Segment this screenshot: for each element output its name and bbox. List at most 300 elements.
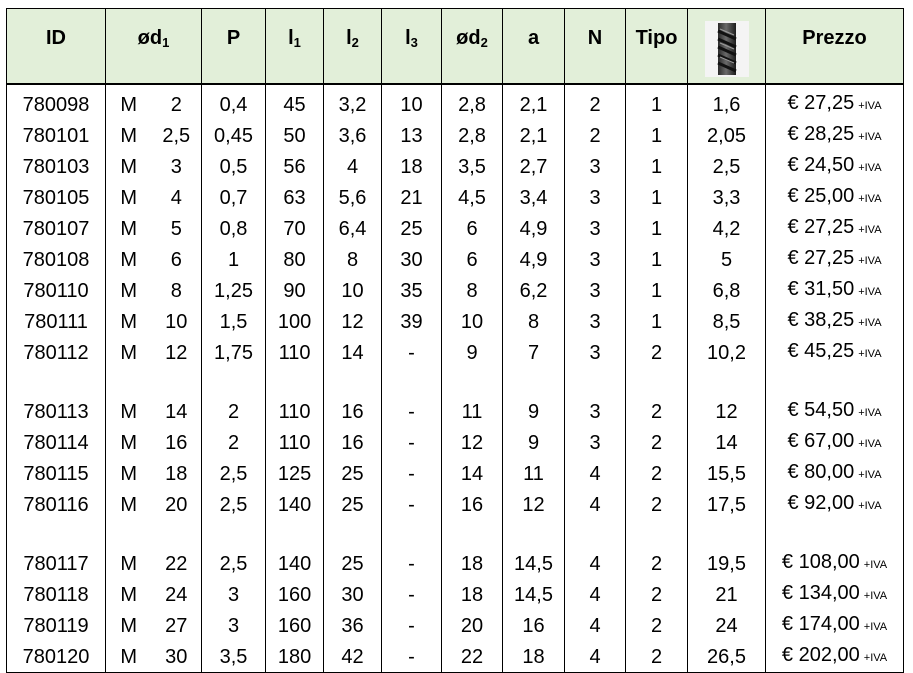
cell-m: M: [106, 151, 152, 182]
cell-n: 3: [565, 306, 626, 337]
cell-l2: 5,6: [324, 182, 382, 213]
cell-n: 3: [565, 396, 626, 427]
cell-l1: 70: [266, 213, 324, 244]
cell-p: 1,75: [202, 337, 266, 368]
cell-drill: 21: [688, 579, 766, 610]
cell-l3: 18: [382, 151, 442, 182]
cell-tipo: 1: [626, 84, 688, 120]
cell-tipo: 1: [626, 244, 688, 275]
empty-cell: [688, 520, 766, 548]
empty-cell: [202, 368, 266, 396]
cell-l1: 125: [266, 458, 324, 489]
cell-l1: 140: [266, 489, 324, 520]
cell-tipo: 1: [626, 213, 688, 244]
cell-m: M: [106, 120, 152, 151]
cell-tipo: 2: [626, 610, 688, 641]
cell-price: [766, 337, 904, 368]
cell-drill: 8,5: [688, 306, 766, 337]
cell-l3: -: [382, 579, 442, 610]
cell-d1: 18: [152, 458, 202, 489]
cell-l1: 140: [266, 548, 324, 579]
table-row: [7, 489, 904, 520]
cell-n: 4: [565, 548, 626, 579]
cell-p: 2,5: [202, 458, 266, 489]
iva-label: +IVA: [858, 162, 882, 174]
cell-a: 18: [503, 641, 565, 673]
cell-price: [766, 84, 904, 120]
price-value: € 27,25: [787, 92, 855, 114]
cell-p: 3: [202, 610, 266, 641]
header-n: N: [565, 9, 626, 85]
empty-cell: [503, 368, 565, 396]
cell-l3: 25: [382, 213, 442, 244]
cell-drill: 19,5: [688, 548, 766, 579]
header-tipo: Tipo: [626, 9, 688, 85]
cell-drill: 1,6: [688, 84, 766, 120]
cell-a: 14,5: [503, 548, 565, 579]
cell-d2: 6: [442, 213, 503, 244]
empty-cell: [688, 368, 766, 396]
iva-label: +IVA: [858, 469, 882, 481]
price-value: € 31,50: [787, 278, 855, 300]
empty-cell: [626, 520, 688, 548]
cell-tipo: 2: [626, 427, 688, 458]
cell-l3: -: [382, 489, 442, 520]
cell-id: 780108: [7, 244, 106, 275]
cell-d2: 2,8: [442, 84, 503, 120]
cell-m: M: [106, 306, 152, 337]
header-d1: $ød_1$: [106, 9, 202, 85]
price-value: € 67,00: [787, 430, 855, 452]
cell-l1: 56: [266, 151, 324, 182]
empty-cell: [565, 368, 626, 396]
iva-label: +IVA: [858, 100, 882, 112]
spec-table: [6, 8, 904, 673]
cell-tipo: 2: [626, 579, 688, 610]
cell-l2: 3,6: [324, 120, 382, 151]
cell-drill: 10,2: [688, 337, 766, 368]
iva-label: +IVA: [858, 317, 882, 329]
cell-l1: 50: [266, 120, 324, 151]
iva-label: +IVA: [863, 590, 888, 602]
cell-id: 780120: [7, 641, 106, 673]
cell-id: 780113: [7, 396, 106, 427]
cell-l3: 35: [382, 275, 442, 306]
cell-d2: 16: [442, 489, 503, 520]
cell-price: [766, 427, 904, 458]
price-value: € 38,25: [787, 309, 855, 331]
cell-n: 4: [565, 458, 626, 489]
cell-d1: 10: [152, 306, 202, 337]
cell-d1: 4: [152, 182, 202, 213]
cell-id: 780098: [7, 84, 106, 120]
header-prezzo: Prezzo: [766, 9, 904, 85]
cell-id: 780118: [7, 579, 106, 610]
cell-d1: 24: [152, 579, 202, 610]
cell-l2: 8: [324, 244, 382, 275]
cell-drill: 2,05: [688, 120, 766, 151]
cell-n: 4: [565, 489, 626, 520]
price-value: € 27,25: [787, 216, 855, 238]
cell-a: 2,7: [503, 151, 565, 182]
price-value: € 108,00: [781, 551, 860, 573]
cell-p: 3: [202, 579, 266, 610]
cell-m: M: [106, 458, 152, 489]
price-value: € 27,25: [787, 247, 855, 269]
cell-price: [766, 641, 904, 673]
cell-p: 1: [202, 244, 266, 275]
cell-drill: 12: [688, 396, 766, 427]
cell-d2: 11: [442, 396, 503, 427]
cell-id: 780117: [7, 548, 106, 579]
cell-price: [766, 244, 904, 275]
cell-a: 14,5: [503, 579, 565, 610]
cell-a: 9: [503, 427, 565, 458]
table-row: [7, 84, 904, 120]
cell-d1: 6: [152, 244, 202, 275]
cell-l2: 4: [324, 151, 382, 182]
cell-l3: 30: [382, 244, 442, 275]
cell-tipo: 2: [626, 641, 688, 673]
header-id: ID: [7, 9, 106, 85]
cell-tipo: 2: [626, 337, 688, 368]
iva-label: +IVA: [863, 652, 888, 664]
cell-id: 780101: [7, 120, 106, 151]
cell-price: [766, 151, 904, 182]
cell-l2: 25: [324, 548, 382, 579]
drill-bit-icon: [705, 21, 749, 77]
cell-a: 7: [503, 337, 565, 368]
table-row: [7, 244, 904, 275]
cell-d2: 3,5: [442, 151, 503, 182]
cell-m: M: [106, 579, 152, 610]
cell-d1: 22: [152, 548, 202, 579]
header-l2: $l_2$: [324, 9, 382, 85]
price-value: € 174,00: [781, 613, 860, 635]
cell-l2: 3,2: [324, 84, 382, 120]
cell-d1: 12: [152, 337, 202, 368]
cell-l2: 25: [324, 489, 382, 520]
iva-label: +IVA: [858, 348, 882, 360]
cell-tipo: 1: [626, 120, 688, 151]
cell-m: M: [106, 275, 152, 306]
cell-a: 11: [503, 458, 565, 489]
iva-label: +IVA: [858, 131, 882, 143]
cell-m: M: [106, 396, 152, 427]
cell-drill: 26,5: [688, 641, 766, 673]
header-p: P: [202, 9, 266, 85]
cell-p: 2: [202, 396, 266, 427]
empty-cell: [565, 520, 626, 548]
cell-d2: 12: [442, 427, 503, 458]
cell-n: 3: [565, 244, 626, 275]
cell-drill: 6,8: [688, 275, 766, 306]
cell-l3: -: [382, 427, 442, 458]
cell-m: M: [106, 641, 152, 673]
cell-d1: 16: [152, 427, 202, 458]
cell-l1: 160: [266, 610, 324, 641]
cell-l2: 42: [324, 641, 382, 673]
cell-l3: 39: [382, 306, 442, 337]
cell-id: 780119: [7, 610, 106, 641]
cell-l2: 36: [324, 610, 382, 641]
cell-n: 3: [565, 182, 626, 213]
iva-label: +IVA: [858, 500, 882, 512]
spacer-row: [7, 520, 904, 548]
cell-id: 780110: [7, 275, 106, 306]
cell-p: 0,45: [202, 120, 266, 151]
header-row: [7, 9, 904, 85]
cell-id: 780103: [7, 151, 106, 182]
cell-m: M: [106, 84, 152, 120]
cell-l3: -: [382, 548, 442, 579]
cell-d2: 8: [442, 275, 503, 306]
cell-m: M: [106, 548, 152, 579]
cell-m: M: [106, 213, 152, 244]
cell-drill: 5: [688, 244, 766, 275]
cell-id: 780105: [7, 182, 106, 213]
cell-price: [766, 489, 904, 520]
cell-l1: 90: [266, 275, 324, 306]
empty-cell: [442, 520, 503, 548]
cell-d1: 2: [152, 84, 202, 120]
header-l1: $l_1$: [266, 9, 324, 85]
cell-l3: -: [382, 458, 442, 489]
cell-n: 4: [565, 579, 626, 610]
cell-tipo: 1: [626, 182, 688, 213]
cell-p: 0,7: [202, 182, 266, 213]
price-value: € 134,00: [781, 582, 860, 604]
price-value: € 54,50: [787, 399, 855, 421]
cell-a: 3,4: [503, 182, 565, 213]
empty-cell: [766, 368, 904, 396]
cell-drill: 4,2: [688, 213, 766, 244]
table-row: [7, 396, 904, 427]
cell-a: 16: [503, 610, 565, 641]
cell-p: 3,5: [202, 641, 266, 673]
table-row: [7, 427, 904, 458]
cell-drill: 14: [688, 427, 766, 458]
cell-m: M: [106, 337, 152, 368]
cell-n: 3: [565, 275, 626, 306]
cell-n: 3: [565, 213, 626, 244]
cell-d2: 18: [442, 548, 503, 579]
cell-price: [766, 548, 904, 579]
cell-p: 0,8: [202, 213, 266, 244]
cell-n: 4: [565, 610, 626, 641]
cell-d2: 18: [442, 579, 503, 610]
cell-l1: 100: [266, 306, 324, 337]
cell-n: 3: [565, 337, 626, 368]
cell-n: 3: [565, 151, 626, 182]
cell-d1: 14: [152, 396, 202, 427]
cell-a: 12: [503, 489, 565, 520]
cell-l2: 10: [324, 275, 382, 306]
empty-cell: [7, 520, 106, 548]
price-value: € 45,25: [787, 340, 855, 362]
cell-price: [766, 579, 904, 610]
empty-cell: [106, 368, 152, 396]
empty-cell: [266, 368, 324, 396]
cell-l3: -: [382, 396, 442, 427]
cell-drill: 3,3: [688, 182, 766, 213]
cell-d2: 9: [442, 337, 503, 368]
cell-price: [766, 120, 904, 151]
cell-d2: 6: [442, 244, 503, 275]
cell-id: 780114: [7, 427, 106, 458]
cell-tipo: 1: [626, 275, 688, 306]
empty-cell: [382, 368, 442, 396]
empty-cell: [626, 368, 688, 396]
cell-id: 780111: [7, 306, 106, 337]
table-row: [7, 213, 904, 244]
cell-tipo: 2: [626, 396, 688, 427]
empty-cell: [106, 520, 152, 548]
empty-cell: [382, 520, 442, 548]
header-drill-image: [688, 9, 766, 85]
cell-tipo: 1: [626, 306, 688, 337]
cell-price: [766, 275, 904, 306]
cell-l1: 160: [266, 579, 324, 610]
empty-cell: [202, 520, 266, 548]
cell-l2: 16: [324, 396, 382, 427]
cell-m: M: [106, 427, 152, 458]
price-value: € 92,00: [787, 492, 855, 514]
cell-a: 9: [503, 396, 565, 427]
cell-price: [766, 396, 904, 427]
cell-price: [766, 610, 904, 641]
cell-p: 0,4: [202, 84, 266, 120]
cell-drill: 24: [688, 610, 766, 641]
cell-l1: 110: [266, 396, 324, 427]
cell-l1: 45: [266, 84, 324, 120]
cell-a: 8: [503, 306, 565, 337]
cell-id: 780107: [7, 213, 106, 244]
cell-l3: 13: [382, 120, 442, 151]
empty-cell: [266, 520, 324, 548]
cell-l2: 6,4: [324, 213, 382, 244]
table-row: [7, 120, 904, 151]
cell-l1: 110: [266, 337, 324, 368]
cell-d2: 4,5: [442, 182, 503, 213]
cell-m: M: [106, 610, 152, 641]
cell-p: 2,5: [202, 548, 266, 579]
cell-price: [766, 306, 904, 337]
iva-label: +IVA: [858, 407, 882, 419]
table-row: [7, 151, 904, 182]
cell-id: 780112: [7, 337, 106, 368]
table-row: [7, 641, 904, 673]
cell-l1: 110: [266, 427, 324, 458]
cell-m: M: [106, 489, 152, 520]
iva-label: +IVA: [858, 193, 882, 205]
empty-cell: [503, 520, 565, 548]
cell-l3: 10: [382, 84, 442, 120]
table-row: [7, 579, 904, 610]
cell-drill: 15,5: [688, 458, 766, 489]
empty-cell: [766, 520, 904, 548]
cell-l1: 80: [266, 244, 324, 275]
cell-d2: 14: [442, 458, 503, 489]
cell-d1: 30: [152, 641, 202, 673]
cell-d1: 20: [152, 489, 202, 520]
cell-a: 2,1: [503, 120, 565, 151]
cell-l2: 12: [324, 306, 382, 337]
cell-l2: 30: [324, 579, 382, 610]
header-l3: $l_3$: [382, 9, 442, 85]
cell-d2: 10: [442, 306, 503, 337]
empty-cell: [152, 520, 202, 548]
table-row: [7, 306, 904, 337]
cell-n: 3: [565, 427, 626, 458]
spacer-row: [7, 368, 904, 396]
table-row: [7, 548, 904, 579]
cell-d1: 3: [152, 151, 202, 182]
empty-cell: [442, 368, 503, 396]
cell-m: M: [106, 182, 152, 213]
cell-l1: 180: [266, 641, 324, 673]
cell-tipo: 1: [626, 151, 688, 182]
iva-label: +IVA: [858, 224, 882, 236]
cell-d2: 2,8: [442, 120, 503, 151]
cell-a: 4,9: [503, 244, 565, 275]
cell-l2: 25: [324, 458, 382, 489]
cell-l3: -: [382, 641, 442, 673]
table-row: [7, 337, 904, 368]
price-value: € 202,00: [781, 644, 860, 666]
cell-price: [766, 213, 904, 244]
cell-p: 2: [202, 427, 266, 458]
cell-d1: 8: [152, 275, 202, 306]
empty-cell: [152, 368, 202, 396]
cell-d1: 5: [152, 213, 202, 244]
price-value: € 24,50: [787, 154, 855, 176]
cell-l2: 14: [324, 337, 382, 368]
cell-n: 4: [565, 641, 626, 673]
empty-cell: [7, 368, 106, 396]
cell-id: 780115: [7, 458, 106, 489]
iva-label: +IVA: [858, 255, 882, 267]
table-row: [7, 182, 904, 213]
header-d2: $ød_2$: [442, 9, 503, 85]
cell-l3: 21: [382, 182, 442, 213]
cell-m: M: [106, 244, 152, 275]
price-value: € 25,00: [787, 185, 855, 207]
cell-tipo: 2: [626, 458, 688, 489]
empty-cell: [324, 368, 382, 396]
cell-d2: 22: [442, 641, 503, 673]
iva-label: +IVA: [858, 286, 882, 298]
table-row: [7, 610, 904, 641]
price-value: € 28,25: [787, 123, 855, 145]
cell-tipo: 2: [626, 548, 688, 579]
cell-n: 2: [565, 120, 626, 151]
table-row: [7, 275, 904, 306]
cell-price: [766, 182, 904, 213]
cell-d1: 2,5: [152, 120, 202, 151]
cell-id: 780116: [7, 489, 106, 520]
header-a: a: [503, 9, 565, 85]
cell-p: 0,5: [202, 151, 266, 182]
iva-label: +IVA: [863, 621, 888, 633]
cell-l2: 16: [324, 427, 382, 458]
cell-l3: -: [382, 610, 442, 641]
cell-drill: 17,5: [688, 489, 766, 520]
cell-a: 6,2: [503, 275, 565, 306]
cell-d2: 20: [442, 610, 503, 641]
cell-l3: -: [382, 337, 442, 368]
cell-tipo: 2: [626, 489, 688, 520]
